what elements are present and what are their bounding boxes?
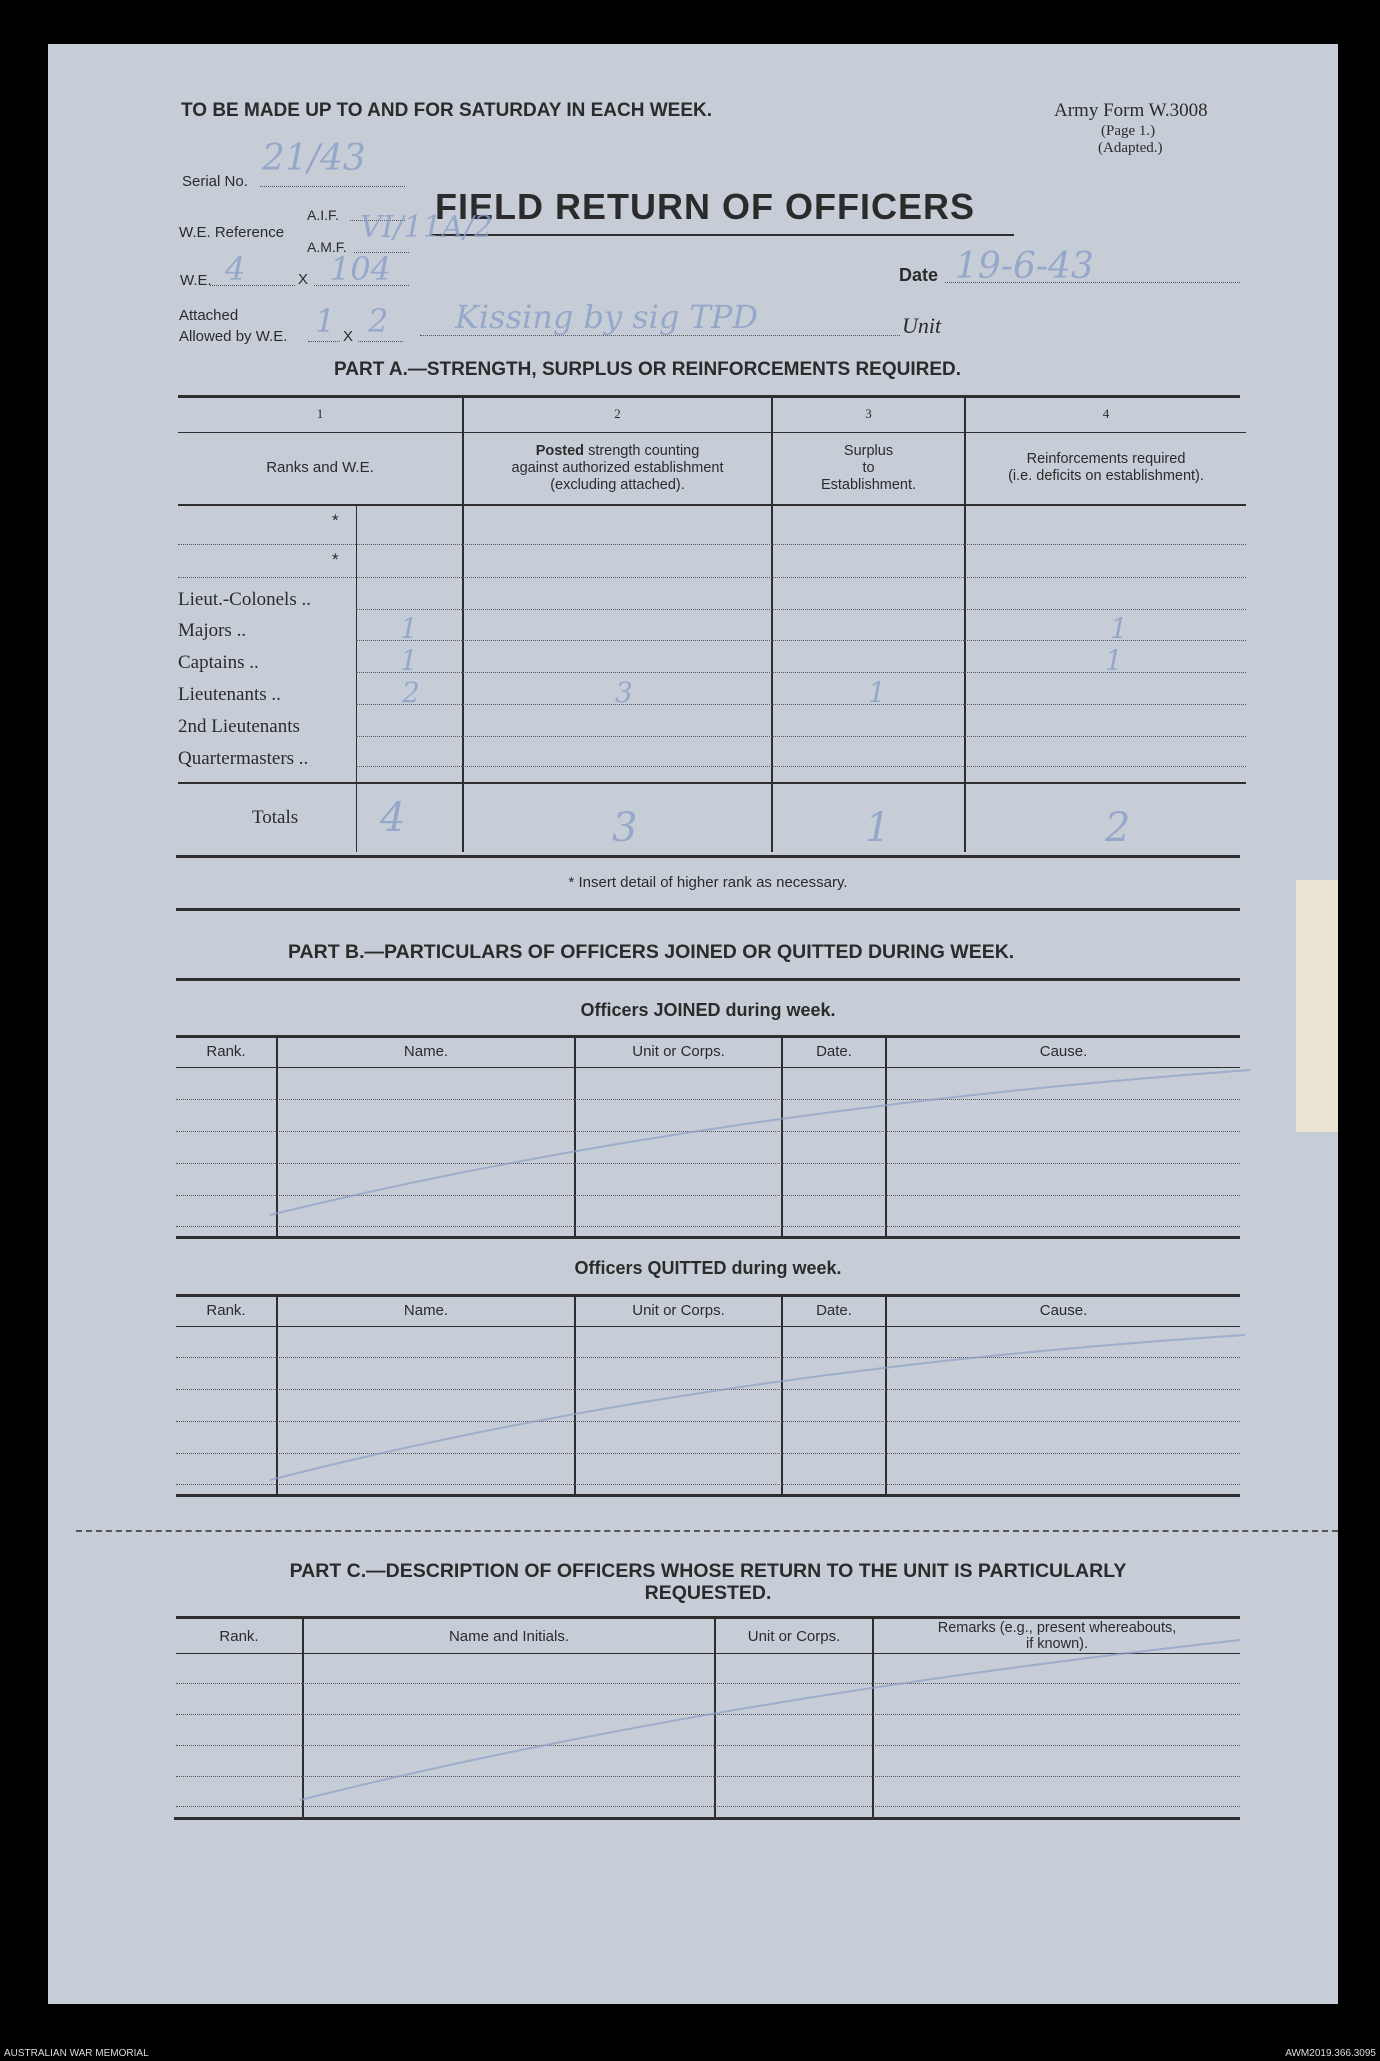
totals-label: Totals: [252, 807, 299, 828]
total-we: 4: [380, 795, 406, 841]
reference-handwriting: VI/11A/2: [360, 210, 493, 245]
col-date: Date.: [816, 1043, 852, 1060]
page-number: (Page 1.): [1101, 123, 1156, 139]
allowed-right-handwriting: 2: [368, 302, 389, 340]
total-reinf: 2: [1105, 805, 1131, 851]
aif-label: A.I.F.: [307, 207, 339, 223]
instruction-text: TO BE MADE UP TO AND FOR SATURDAY IN EACH WEEK.: [181, 100, 712, 121]
col-rank: Rank.: [219, 1628, 259, 1645]
col-date: Date.: [816, 1302, 852, 1319]
we-x-label: X: [298, 271, 309, 288]
part-b-heading: PART B.—PARTICULARS OF OFFICERS JOINED OR QUITTED DURING WEEK.: [288, 941, 1015, 963]
part-a-footnote: * Insert detail of higher rank as necessary.: [568, 874, 848, 891]
rank-label: Captains ..: [178, 652, 259, 673]
allowed-label: Allowed by W.E.: [179, 328, 288, 345]
col-unit: Unit or Corps.: [632, 1302, 725, 1319]
reinf-value: 1: [1105, 644, 1123, 677]
date-handwriting: 19-6-43: [955, 246, 1094, 287]
col-rank: Rank.: [206, 1302, 246, 1319]
col-number-4: 4: [1102, 406, 1110, 421]
col-unit: Unit or Corps.: [747, 1628, 841, 1645]
rank-label: Lieutenants ..: [178, 684, 281, 705]
we-right-handwriting: 104: [330, 250, 392, 288]
serial-label: Serial No.: [182, 173, 248, 190]
posted-bold: Posted: [535, 443, 585, 459]
form-title: FIELD RETURN OF OFFICERS: [435, 186, 975, 227]
col-name: Name.: [403, 1302, 449, 1319]
total-posted: 3: [612, 805, 638, 851]
we-label: W.E.: [180, 272, 212, 289]
col-cause: Cause.: [1039, 1043, 1088, 1060]
col-name-initials: Name and Initials.: [448, 1628, 570, 1645]
total-surplus: 1: [865, 805, 891, 851]
posted-rest: strength counting: [588, 443, 700, 459]
reinf-value: 1: [1110, 612, 1128, 645]
reinf-line-2: (i.e. deficits on establishment).: [1008, 468, 1204, 484]
col-cause: Cause.: [1039, 1302, 1088, 1319]
part-c-heading-line-1: PART C.—DESCRIPTION OF OFFICERS WHOSE RETURN TO THE UNIT IS PARTICULARLY: [289, 1560, 1127, 1582]
rank-label: Quartermasters ..: [178, 748, 309, 769]
allowed-x-label: X: [343, 328, 354, 345]
amf-label: A.M.F.: [307, 239, 347, 255]
col-header-ranks: Ranks and W.E.: [266, 459, 374, 476]
we-value: 1: [400, 644, 418, 677]
allowed-left-handwriting: 1: [315, 302, 336, 340]
col-number-1: 1: [316, 406, 324, 421]
rank-label: Majors ..: [178, 620, 247, 641]
we-left-handwriting: 4: [225, 250, 246, 288]
surplus-line-3: Establishment.: [820, 477, 917, 493]
joined-heading: Officers JOINED during week.: [580, 1000, 836, 1020]
footer-credit: AUSTRALIAN WAR MEMORIAL: [4, 2048, 149, 2059]
we-reference-label: W.E. Reference: [179, 224, 285, 241]
army-form-number: Army Form W.3008: [1054, 100, 1208, 121]
we-value: 1: [400, 612, 418, 645]
remarks-line-1: Remarks (e.g., present whereabouts,: [937, 1620, 1177, 1636]
surplus-line-2: to: [862, 460, 875, 476]
col-unit: Unit or Corps.: [632, 1043, 725, 1060]
we-value: 2: [402, 676, 420, 709]
col-rank: Rank.: [206, 1043, 246, 1060]
star-marker-2: *: [332, 550, 339, 569]
reinf-line-1: Reinforcements required: [1026, 451, 1186, 467]
col-number-2: 2: [614, 406, 621, 421]
posted-line-2: against authorized establishment: [511, 460, 724, 476]
attached-label: Attached: [179, 307, 239, 324]
footer-accession-number: AWM2019.366.3095: [1285, 2048, 1376, 2059]
posted-value: 3: [615, 676, 633, 709]
surplus-line-1: Surplus: [843, 443, 894, 459]
unit-handwriting: Kissing by sig TPD: [455, 298, 759, 336]
serial-handwriting: 21/43: [262, 138, 366, 179]
col-number-3: 3: [865, 406, 872, 421]
col-name: Name.: [403, 1043, 449, 1060]
quitted-heading: Officers QUITTED during week.: [574, 1258, 842, 1278]
star-marker-1: *: [332, 511, 339, 530]
date-label: Date: [899, 265, 939, 285]
rank-label: Lieut.-Colonels ..: [178, 589, 311, 610]
posted-line-3: (excluding attached).: [550, 477, 685, 493]
remarks-line-2: if known).: [1025, 1636, 1089, 1652]
part-a-heading: PART A.—STRENGTH, SURPLUS OR REINFORCEMENTS REQUIRED.: [334, 359, 962, 380]
surplus-value: 1: [868, 676, 886, 709]
part-c-heading-line-2: REQUESTED.: [644, 1582, 772, 1604]
unit-label: Unit: [902, 313, 942, 338]
adapted-note: (Adapted.): [1098, 140, 1163, 156]
rank-label: 2nd Lieutenants: [178, 716, 300, 737]
